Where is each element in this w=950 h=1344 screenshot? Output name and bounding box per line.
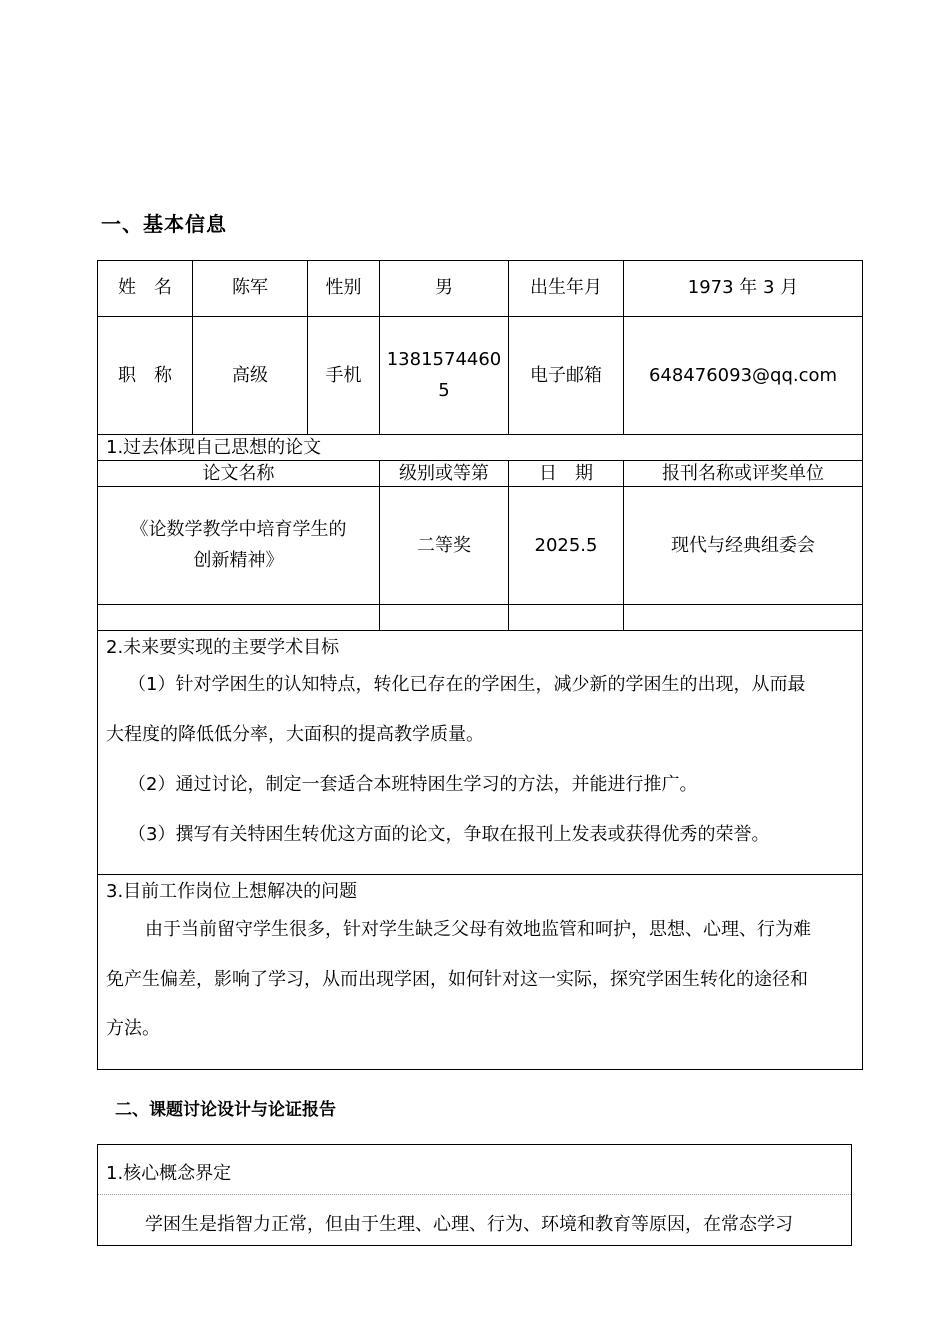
goals-line-3: （2）通过讨论，制定一套适合本班特困生学习的方法，并能进行推广。 (128, 774, 698, 795)
goals-line-2: 大程度的降低低分率，大面积的提高教学质量。 (106, 724, 484, 745)
paper-name-line-2: 创新精神》 (193, 549, 284, 571)
paper-name (97, 487, 380, 605)
papers-heading: 1.过去体现自己思想的论文 (97, 435, 863, 461)
empty-cell (380, 605, 509, 631)
problems-line-1: 由于当前留守学生很多，针对学生缺乏父母有效地监管和呵护，思想、心理、行为难 (145, 919, 811, 940)
paper-name-header: 论文名称 (97, 461, 380, 487)
phone-line-1: 1381574460 (386, 348, 502, 370)
paper-level-header: 级别或等第 (380, 461, 509, 487)
concept-line-1: 学困生是指智力正常，但由于生理、心理、行为、环境和教育等原因，在常态学习 (145, 1214, 793, 1235)
empty-cell (509, 605, 624, 631)
email-value: 648476093@qq.com (624, 317, 863, 435)
empty-cell (97, 605, 380, 631)
problems-heading: 3.目前工作岗位上想解决的问题 (106, 881, 358, 902)
gender-label: 性别 (308, 260, 380, 317)
paper-date-header: 日 期 (509, 461, 624, 487)
birth-label: 出生年月 (509, 260, 624, 317)
paper-level: 二等奖 (380, 487, 509, 605)
goals-heading: 2.未来要实现的主要学术目标 (106, 637, 340, 658)
gender-value: 男 (380, 260, 509, 317)
title-value: 高级 (193, 317, 308, 435)
goals-line-4: （3）撰写有关特困生转优这方面的论文，争取在报刊上发表或获得优秀的荣誉。 (128, 824, 770, 845)
name-label: 姓 名 (97, 260, 193, 317)
name-value: 陈军 (193, 260, 308, 317)
paper-name-line-1: 《论数学教学中培育学生的 (130, 518, 347, 540)
title-label: 职 称 (97, 317, 193, 435)
dotted-divider (98, 1194, 851, 1195)
section-1-title: 一、基本信息 (101, 212, 227, 236)
paper-publisher: 现代与经典组委会 (624, 487, 863, 605)
problems-line-2: 免产生偏差，影响了学习，从而出现学困，如何针对这一实际，探究学困生转化的途径和 (106, 969, 808, 990)
paper-publisher-header: 报刊名称或评奖单位 (624, 461, 863, 487)
birth-value: 1973 年 3 月 (624, 260, 863, 317)
phone-line-2: 5 (438, 379, 450, 401)
problems-line-3: 方法。 (106, 1018, 160, 1039)
phone-value (380, 317, 509, 435)
section-2-title: 二、课题讨论设计与论证报告 (115, 1100, 336, 1120)
goals-line-1: （1）针对学困生的认知特点，转化已存在的学困生，减少新的学困生的出现，从而最 (128, 674, 806, 695)
phone-label: 手机 (308, 317, 380, 435)
concept-heading: 1.核心概念界定 (106, 1163, 232, 1184)
empty-cell (624, 605, 863, 631)
paper-date: 2025.5 (509, 487, 624, 605)
email-label: 电子邮箱 (509, 317, 624, 435)
